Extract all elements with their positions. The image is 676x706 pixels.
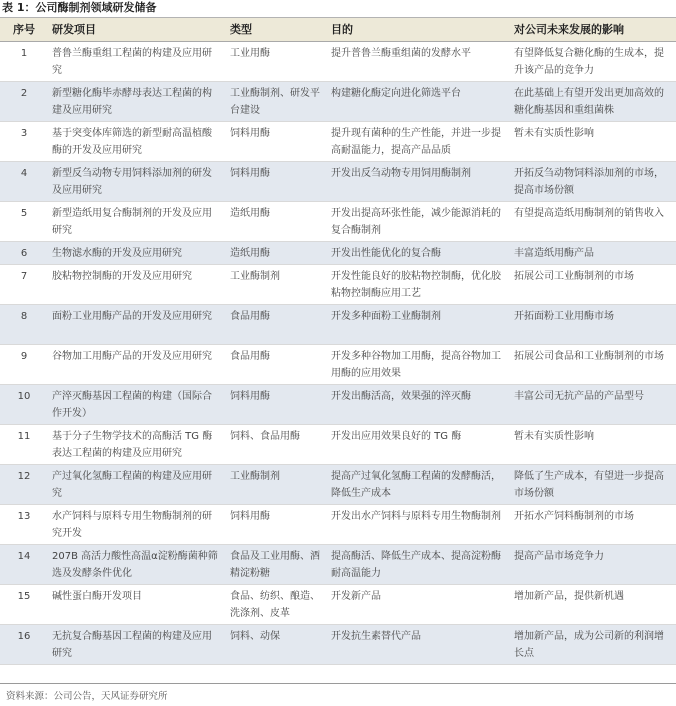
cell-type: 食品用酶 xyxy=(226,305,327,345)
rd-reserve-table xyxy=(0,18,676,665)
cell-no: 5 xyxy=(0,202,48,242)
cell-no: 12 xyxy=(0,465,48,505)
cell-no: 1 xyxy=(0,42,48,82)
cell-type: 造纸用酶 xyxy=(226,242,327,265)
header-project: 研发项目 xyxy=(48,18,226,42)
cell-type: 工业酶制剂 xyxy=(226,465,327,505)
cell-purpose: 开发出性能优化的复合酶 xyxy=(327,242,510,265)
cell-type: 工业用酶 xyxy=(226,42,327,82)
table-body xyxy=(0,42,676,665)
cell-purpose: 开发抗生素替代产品 xyxy=(327,625,510,665)
cell-project: 产淬灭酶基因工程菌的构建（国际合作开发） xyxy=(48,385,226,425)
cell-purpose: 开发出水产饲料与原料专用生物酶制剂 xyxy=(327,505,510,545)
table-row xyxy=(0,585,676,625)
cell-impact: 降低了生产成本，有望进一步提高市场份额 xyxy=(510,465,676,505)
table-row xyxy=(0,425,676,465)
cell-no: 13 xyxy=(0,505,48,545)
source-note: 资料来源：公司公告，天风证券研究所 xyxy=(6,691,168,702)
cell-project: 碱性蛋白酶开发项目 xyxy=(48,585,226,625)
cell-project: 新型反刍动物专用饲料添加剂的研发及应用研究 xyxy=(48,162,226,202)
cell-impact: 有望降低复合糖化酶的生成本，提升该产品的竞争力 xyxy=(510,42,676,82)
cell-no: 14 xyxy=(0,545,48,585)
cell-type: 饲料、动保 xyxy=(226,625,327,665)
cell-type: 食品用酶 xyxy=(226,345,327,385)
cell-purpose: 提升现有菌种的生产性能，并进一步提高耐温能力，提高产品品质 xyxy=(327,122,510,162)
table-row xyxy=(0,345,676,385)
cell-purpose: 开发出酶活高，效果强的淬灭酶 xyxy=(327,385,510,425)
cell-impact: 拓展公司食品和工业酶制剂的市场 xyxy=(510,345,676,385)
table-row xyxy=(0,305,676,345)
cell-type: 食品及工业用酶、酒精淀粉糖 xyxy=(226,545,327,585)
table-row xyxy=(0,122,676,162)
cell-type: 工业酶制剂 xyxy=(226,265,327,305)
cell-purpose: 提高产过氧化氢酶工程菌的发酵酶活，降低生产成本 xyxy=(327,465,510,505)
cell-type: 饲料、食品用酶 xyxy=(226,425,327,465)
header-purpose: 目的 xyxy=(327,18,510,42)
cell-no: 8 xyxy=(0,305,48,345)
cell-project: 水产饲料与原料专用生物酶制剂的研究开发 xyxy=(48,505,226,545)
cell-purpose: 提升普鲁兰酶重组菌的发酵水平 xyxy=(327,42,510,82)
cell-type: 工业酶制剂、研发平台建设 xyxy=(226,82,327,122)
cell-purpose: 开发新产品 xyxy=(327,585,510,625)
cell-purpose: 开发性能良好的胶粘物控制酶，优化胶粘物控制酶应用工艺 xyxy=(327,265,510,305)
cell-purpose: 开发出反刍动物专用饲用酶制剂 xyxy=(327,162,510,202)
cell-impact: 丰富造纸用酶产品 xyxy=(510,242,676,265)
cell-project: 无抗复合酶基因工程菌的构建及应用研究 xyxy=(48,625,226,665)
table-row xyxy=(0,202,676,242)
cell-no: 6 xyxy=(0,242,48,265)
cell-impact: 暂未有实质性影响 xyxy=(510,122,676,162)
cell-type: 饲料用酶 xyxy=(226,385,327,425)
cell-no: 2 xyxy=(0,82,48,122)
cell-impact: 开拓面粉工业用酶市场 xyxy=(510,305,676,345)
cell-project: 普鲁兰酶重组工程菌的构建及应用研究 xyxy=(48,42,226,82)
cell-type: 饲料用酶 xyxy=(226,122,327,162)
cell-type: 食品、纺织、酿造、洗涤剂、皮革 xyxy=(226,585,327,625)
cell-impact: 暂未有实质性影响 xyxy=(510,425,676,465)
table-row xyxy=(0,265,676,305)
cell-impact: 开拓水产饲料酶制剂的市场 xyxy=(510,505,676,545)
table-header-row xyxy=(0,18,676,42)
cell-purpose: 开发多种面粉工业酶制剂 xyxy=(327,305,510,345)
table-row xyxy=(0,42,676,82)
cell-type: 造纸用酶 xyxy=(226,202,327,242)
cell-type: 饲料用酶 xyxy=(226,505,327,545)
cell-purpose: 开发多种谷物加工用酶，提高谷物加工用酶的应用效果 xyxy=(327,345,510,385)
table-row xyxy=(0,242,676,265)
cell-no: 7 xyxy=(0,265,48,305)
cell-project: 新型造纸用复合酶制剂的开发及应用研究 xyxy=(48,202,226,242)
cell-impact: 丰富公司无抗产品的产品型号 xyxy=(510,385,676,425)
cell-project: 产过氧化氢酶工程菌的构建及应用研究 xyxy=(48,465,226,505)
table-row xyxy=(0,625,676,665)
cell-no: 3 xyxy=(0,122,48,162)
cell-no: 11 xyxy=(0,425,48,465)
table-row xyxy=(0,385,676,425)
cell-impact: 提高产品市场竞争力 xyxy=(510,545,676,585)
cell-no: 4 xyxy=(0,162,48,202)
cell-impact: 拓展公司工业酶制剂的市场 xyxy=(510,265,676,305)
cell-project: 面粉工业用酶产品的开发及应用研究 xyxy=(48,305,226,345)
cell-impact: 增加新产品，提供新机遇 xyxy=(510,585,676,625)
cell-impact: 开拓反刍动物饲料添加剂的市场，提高市场份额 xyxy=(510,162,676,202)
table-title: 表 1：公司酶制剂领域研发储备 xyxy=(2,1,157,14)
cell-project: 新型糖化酶毕赤酵母表达工程菌的构建及应用研究 xyxy=(48,82,226,122)
cell-project: 生物滤水酶的开发及应用研究 xyxy=(48,242,226,265)
cell-project: 207B 高活力酸性高温α淀粉酶菌种筛选及发酵条件优化 xyxy=(48,545,226,585)
cell-no: 15 xyxy=(0,585,48,625)
header-type: 类型 xyxy=(226,18,327,42)
cell-purpose: 开发出应用效果良好的 TG 酶 xyxy=(327,425,510,465)
cell-impact: 有望提高造纸用酶制剂的销售收入 xyxy=(510,202,676,242)
cell-project: 谷物加工用酶产品的开发及应用研究 xyxy=(48,345,226,385)
table-row xyxy=(0,545,676,585)
header-impact: 对公司未来发展的影响 xyxy=(510,18,676,42)
table-row xyxy=(0,82,676,122)
cell-no: 10 xyxy=(0,385,48,425)
cell-type: 饲料用酶 xyxy=(226,162,327,202)
cell-no: 16 xyxy=(0,625,48,665)
table-row xyxy=(0,465,676,505)
table-row xyxy=(0,505,676,545)
table-row xyxy=(0,162,676,202)
cell-impact: 在此基础上有望开发出更加高效的糖化酶基因和重组菌株 xyxy=(510,82,676,122)
header-no: 序号 xyxy=(0,18,48,42)
cell-purpose: 构建糖化酶定向进化筛选平台 xyxy=(327,82,510,122)
cell-purpose: 开发出提高环张性能，减少能源消耗的复合酶制剂 xyxy=(327,202,510,242)
cell-impact: 增加新产品，成为公司新的利润增长点 xyxy=(510,625,676,665)
cell-project: 胶粘物控制酶的开发及应用研究 xyxy=(48,265,226,305)
cell-project: 基于分子生物学技术的高酶活 TG 酶表达工程菌的构建及应用研究 xyxy=(48,425,226,465)
bottom-rule xyxy=(0,683,676,684)
cell-project: 基于突变体库筛选的新型耐高温植酸酶的开发及应用研究 xyxy=(48,122,226,162)
cell-purpose: 提高酶活、降低生产成本、提高淀粉酶耐高温能力 xyxy=(327,545,510,585)
cell-no: 9 xyxy=(0,345,48,385)
